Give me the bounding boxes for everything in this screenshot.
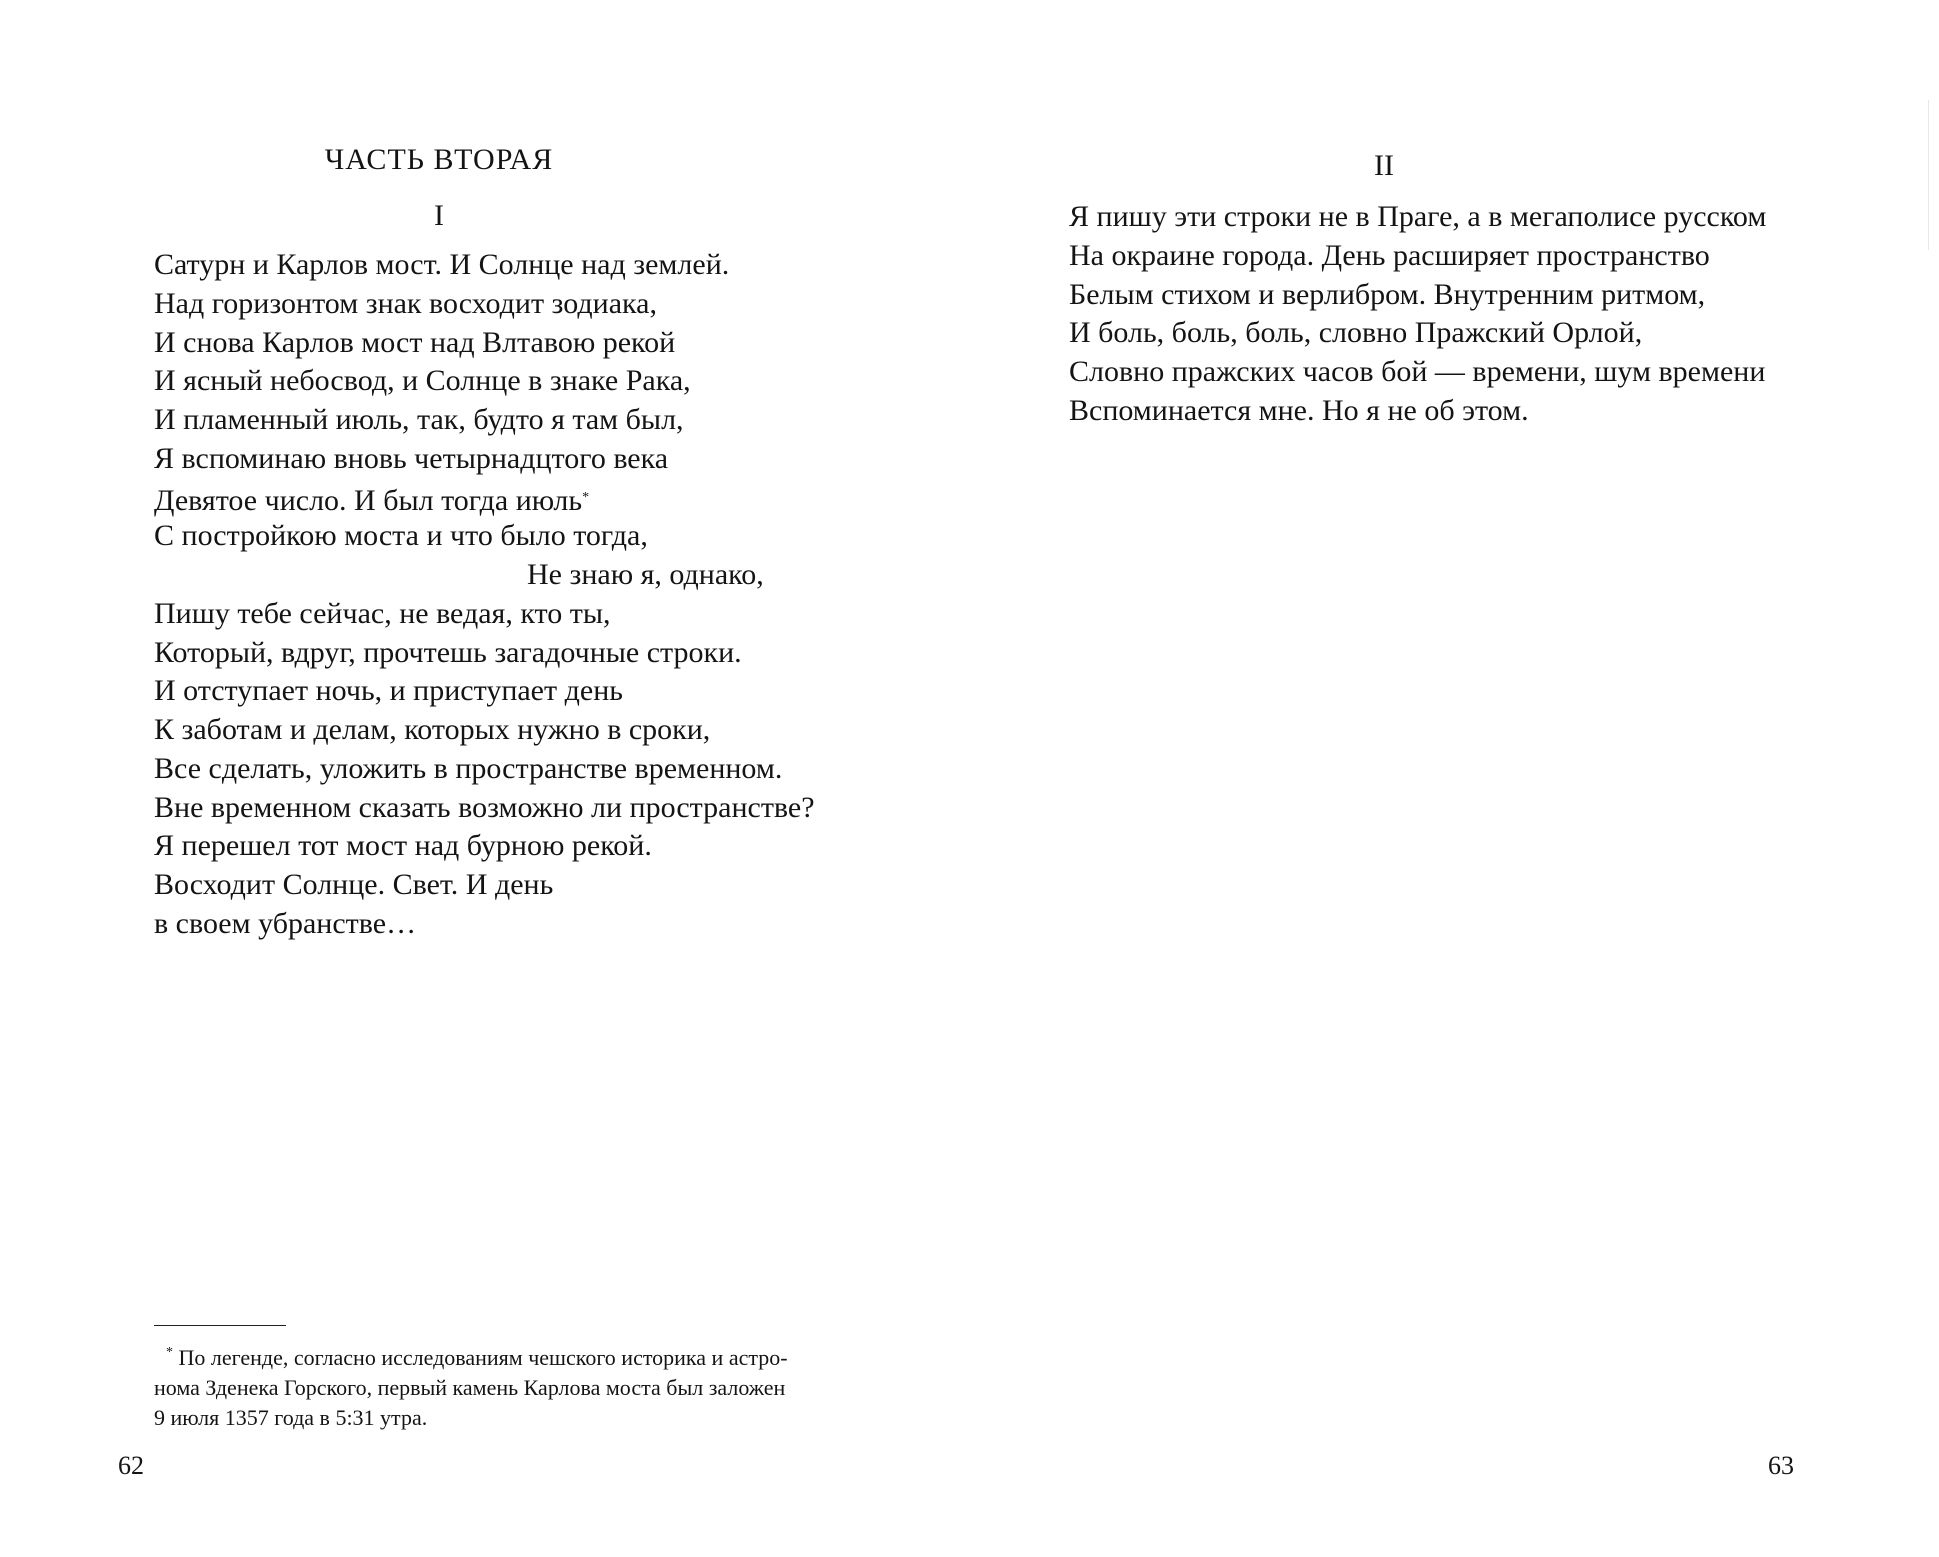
verse-line: И пламенный июль, так, будто я там был, xyxy=(154,403,684,436)
verse-line: Белым стихом и верлибром. Внутренним ритмом, xyxy=(1069,277,1706,311)
verse-line-indented: Не знаю я, однако, xyxy=(527,558,764,591)
verse-line-with-footnote-ref xyxy=(154,479,815,518)
section-number-1: I xyxy=(434,199,444,232)
footnote-line xyxy=(154,1338,899,1373)
verse-line: Все сделать, уложить в пространстве временном. xyxy=(154,751,783,785)
poem-section-1 xyxy=(154,246,815,944)
verse-line: Пишу тебе сейчас, не ведая, кто ты, xyxy=(154,596,611,630)
verse-line: С постройкою моста и что было тогда, xyxy=(154,519,648,553)
verse-line: Вне временном сказать возможно ли пространстве? xyxy=(154,790,815,824)
section-number-2: II xyxy=(1374,149,1394,182)
verse-line: К заботам и делам, которых нужно в сроки, xyxy=(154,713,711,746)
verse-line: На окраине города. День расширяет пространство xyxy=(1069,238,1710,272)
verse-line: Восходит Солнце. Свет. И день xyxy=(154,868,554,901)
page-number-right: 63 xyxy=(1768,1451,1794,1480)
verse-line: Я перешел тот мост над бурною рекой. xyxy=(154,829,652,863)
right-page xyxy=(969,0,1939,1557)
verse-line: И снова Карлов мост над Влтавою рекой xyxy=(154,325,676,359)
verse-line: Словно пражских часов бой — времени, шум времени xyxy=(1069,355,1766,388)
left-page xyxy=(0,0,969,1557)
page-edge-shadow xyxy=(1928,100,1929,250)
verse-line: И ясный небосвод, и Солнце в знаке Рака, xyxy=(154,364,691,398)
footnote-divider xyxy=(154,1325,286,1326)
part-title: ЧАСТЬ ВТОРАЯ xyxy=(324,143,554,176)
page-number-left: 62 xyxy=(118,1451,144,1480)
verse-line: И боль, боль, боль, словно Пражский Орлой, xyxy=(1069,316,1643,350)
footnote xyxy=(154,1338,899,1433)
verse-line: в своем убранстве… xyxy=(154,906,417,940)
footnote-marker: * xyxy=(166,1345,173,1360)
verse-line: Я пишу эти строки не в Праге, а в мегаполисе русском xyxy=(1069,200,1767,233)
verse-line: Вспоминается мне. Но я не об этом. xyxy=(1069,393,1529,427)
verse-line: Я вспоминаю вновь четырнадцтого века xyxy=(154,441,669,475)
footnote-line: 9 июля 1357 года в 5:31 утра. xyxy=(154,1405,428,1430)
verse-line-text: Девятое число. И был тогда июль xyxy=(154,483,583,517)
poem-section-2 xyxy=(1069,198,1766,431)
footnote-line: нома Зденека Горского, первый камень Карлова моста был заложен xyxy=(154,1375,786,1400)
footnote-reference: * xyxy=(582,489,590,505)
verse-line: И отступает ночь, и приступает день xyxy=(154,674,623,708)
footnote-text: По легенде, согласно исследованиям чешского историка и астро- xyxy=(178,1345,788,1370)
verse-line: Над горизонтом знак восходит зодиака, xyxy=(154,286,657,320)
verse-line: Который, вдруг, прочтешь загадочные строки. xyxy=(154,635,742,669)
verse-line: Сатурн и Карлов мост. И Солнце над землей. xyxy=(154,248,730,281)
